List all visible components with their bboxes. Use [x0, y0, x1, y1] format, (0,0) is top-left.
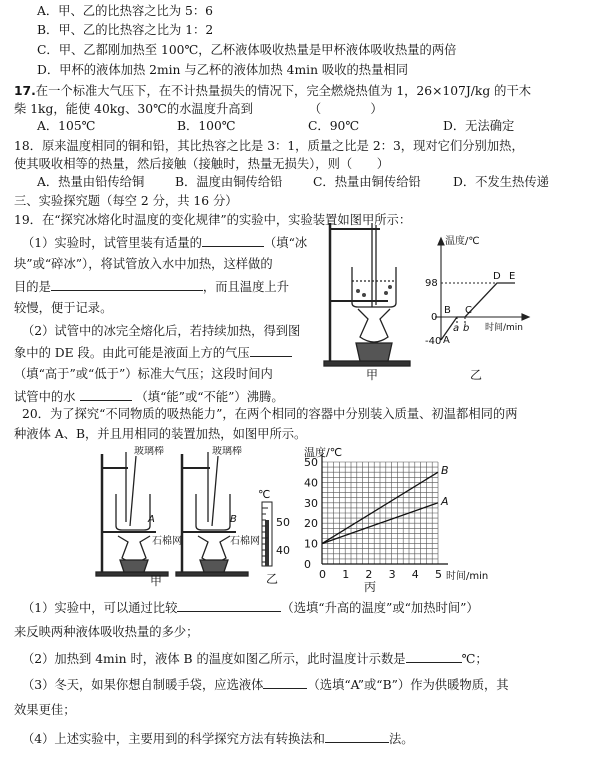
point-label-d: D: [493, 271, 501, 282]
q19-part2-line1: （2）试管中的冰完全熔化后，若持续加热，得到图: [22, 324, 301, 338]
y-tick-0: 0: [431, 312, 438, 323]
q20-blank-1[interactable]: [177, 599, 281, 612]
q17-text-1: 在一个标准大气压下，在不计热量损失的情况下，完全燃烧热值为 1，26×107J/kg 的干木: [35, 84, 532, 98]
q20-p4-text-b: 法。: [388, 732, 414, 746]
q18-stem-line1: 18．原来温度相同的铜和铅，其比热容之比是 3：1，质量之比是 2：3，现对它们分别加热，: [14, 139, 524, 153]
q16-option-c: C．甲、乙都刚加热至 100℃，乙杯液体吸收热量是甲杯液体吸收热量的两倍: [37, 43, 457, 57]
label-liquid-b: B: [230, 514, 237, 525]
q20-p2-text-a: （2）加热到 4min 时，液体 B 的温度如图乙所示，此时温度计示数是: [22, 652, 406, 666]
y-tick-label: 40: [304, 476, 318, 490]
q17-stem-line2: [14, 101, 383, 117]
graph-ylabel: 温度/℃: [445, 236, 480, 247]
x-tick-label: 4: [411, 568, 419, 581]
q20-part1-line2: 来反映两种液体吸收热量的多少；: [14, 625, 199, 639]
q19-part2-line3: （填“高于”或“低于”）标准大气压；这段时间内: [14, 367, 273, 381]
q20-part3-line2: 效果更佳；: [14, 703, 76, 717]
thermometer-column: [265, 520, 269, 566]
q19-p1-text-d: 目的是: [14, 280, 51, 294]
x-axis-arrow: [522, 314, 529, 320]
series-label-a: A: [441, 494, 449, 508]
q19-melting-graph: [425, 232, 535, 344]
time-label-a: a: [453, 323, 460, 334]
y-tick-label: 0: [304, 558, 311, 571]
q18-option-b: B．温度由铜传给铅: [175, 175, 283, 189]
y-tick-98: 98: [425, 278, 438, 289]
q20-caption-yi: 乙: [266, 572, 279, 586]
q18-option-d: D．不发生热传递: [453, 175, 549, 189]
y-tick-neg40: -40: [425, 336, 442, 344]
lamp-b: [200, 560, 228, 572]
q20-caption-bing: 丙: [364, 580, 377, 594]
water-bubble: [362, 293, 366, 297]
water-bubble: [388, 285, 392, 289]
q19-part2-line2: [14, 344, 292, 361]
q20-p1-text-a: （1）实验中，可以通过比较: [22, 601, 178, 615]
water-bubble: [384, 291, 388, 295]
q20-part3-line1: [22, 676, 509, 693]
q20-thermometer-figure: [250, 488, 300, 568]
q18-option-a: A．热量由铅传给铜: [37, 175, 145, 189]
q19-stem: 19．在“探究冰熔化时温度的变化规律”的实验中，实验装置如图甲所示：: [14, 213, 412, 227]
q20-stem-line2: 种液体 A、B，并且用相同的装置加热，如图甲所示。: [14, 427, 307, 441]
point-label-e: E: [509, 271, 516, 282]
chart-xlabel: 时间/min: [446, 571, 489, 582]
q19-caption-yi: 乙: [470, 368, 483, 382]
thermometer-label-50: 50: [276, 516, 290, 529]
q19-p1-text-a: （1）实验时，试管里装有适量的: [22, 236, 202, 250]
alcohol-lamp: [356, 343, 392, 361]
q19-p2-text-e: （填“能”或“不能”）沸腾。: [135, 390, 284, 404]
y-tick-label: 20: [304, 517, 318, 531]
q19-p2-text-d: 试管中的水: [14, 390, 76, 404]
q20-blank-4[interactable]: [325, 730, 389, 743]
q19-apparatus-figure: [318, 215, 418, 375]
label-glass-rod-a: 玻璃棒: [134, 446, 164, 457]
q17-answer-paren: （ ）: [308, 102, 383, 116]
graph-xlabel: 时间/min: [485, 323, 524, 333]
label-asbestos-net-b: 石棉网: [230, 536, 260, 547]
q20-part2: [22, 650, 488, 667]
point-label-b: B: [444, 305, 451, 316]
x-tick-label: 2: [365, 568, 373, 581]
x-tick-label: 0: [319, 568, 326, 581]
q20-apparatus-figure: [92, 446, 271, 586]
chart-grid: [322, 462, 438, 564]
q20-part1-line1: [22, 599, 479, 616]
q19-blank-1[interactable]: [202, 234, 264, 247]
q16-option-a: A．甲、乙的比热容之比为 5：6: [37, 4, 213, 18]
glass-rod-b: [212, 456, 218, 526]
point-label-c: C: [465, 305, 472, 316]
y-axis-arrow: [438, 238, 444, 245]
q17-option-c: C．90℃: [308, 119, 360, 133]
q19-part1-line1: [22, 234, 307, 251]
q19-p1-text-e: ，而且温度上升: [202, 280, 289, 294]
burner-a: [118, 536, 150, 562]
glass-rod-a: [130, 456, 136, 526]
x-tick-label: 5: [435, 568, 442, 581]
burner-b: [198, 536, 230, 562]
y-tick-label: 30: [304, 496, 318, 510]
q18-stem-line2: 使其吸收相等的热量，然后接触（接触时，热量无损失），则（ ）: [14, 157, 390, 171]
label-glass-rod-b: 玻璃棒: [212, 446, 242, 457]
q17-number: 17.: [14, 84, 36, 98]
q20-blank-3[interactable]: [263, 676, 307, 689]
q20-blank-2[interactable]: [406, 650, 462, 663]
q20-p1-text-b: （选填“升高的温度”或“加热时间”）: [281, 601, 479, 615]
water-bubble: [356, 289, 360, 293]
q19-part1-line4: 较慢，便于记录。: [14, 301, 113, 315]
section-heading: 三、实验探究题（每空 2 分，共 16 分）: [14, 194, 238, 208]
q16-option-b: B．甲、乙的比热容之比为 1：2: [37, 23, 214, 37]
q17-stem-line1: [14, 83, 531, 99]
q17-option-b: B．100℃: [177, 119, 236, 133]
chart-tick-labels: [304, 456, 442, 581]
q20-p3-text-b: （选填“A”或“B”）作为供暖物质，其: [307, 678, 509, 692]
time-label-b: b: [463, 323, 470, 334]
burner-flame: [358, 309, 390, 342]
q19-blank-4[interactable]: [80, 388, 132, 401]
thermometer-label-40: 40: [276, 544, 290, 557]
q17-option-a: A．105℃: [37, 119, 96, 133]
q20-part4: [22, 730, 414, 747]
q18-option-c: C．热量由铜传给铅: [313, 175, 421, 189]
q19-part1-line2: 块”或“碎冰”），将试管放入水中加热，这样做的: [14, 257, 273, 271]
q17-text-2: 柴 1kg，能使 40kg、30℃的水温度升高到: [14, 102, 253, 116]
q19-p1-text-b: （填“冰: [263, 236, 308, 250]
q17-option-d: D．无法确定: [443, 119, 515, 133]
q20-p4-text-a: （4）上述实验中，主要用到的科学探究方法有转换法和: [22, 732, 325, 746]
point-label-a: A: [443, 335, 450, 344]
chart-axes: [322, 454, 448, 564]
y-tick-label: 50: [304, 456, 318, 469]
x-tick-label: 3: [388, 568, 396, 581]
series-label-b: B: [441, 464, 449, 478]
q20-caption-jia: 甲: [150, 574, 163, 588]
chart-ylabel: 温度/℃: [304, 446, 343, 459]
q19-caption-jia: 甲: [366, 368, 379, 382]
y-tick-label: 10: [304, 537, 318, 551]
q16-option-d: D．甲杯的液体加热 2min 与乙杯的液体加热 4min 吸收的热量相同: [37, 63, 408, 77]
beaker-a: [116, 494, 150, 530]
lamp-a: [120, 560, 148, 572]
q20-temperature-chart: [298, 446, 512, 592]
x-tick-label: 1: [342, 568, 350, 581]
q20-stem-line1: 20．为了探究“不同物质的吸热能力”，在两个相同的容器中分别装入质量、初温都相同的两: [22, 407, 518, 421]
q19-part2-line4: [14, 388, 284, 405]
label-asbestos-net-a: 石棉网: [152, 536, 182, 547]
q19-p2-text-b: 象中的 DE 段。由此可能是液面上方的气压: [14, 346, 250, 360]
q20-p2-text-b: ℃；: [461, 652, 488, 666]
q20-p3-text-a: （3）冬天，如果你想自制暖手袋，应选液体: [22, 678, 264, 692]
q19-blank-3[interactable]: [250, 344, 292, 357]
q19-part1-line3: [14, 278, 289, 295]
label-liquid-a: A: [148, 514, 155, 525]
q19-blank-2[interactable]: [51, 278, 203, 291]
thermometer-unit: ℃: [258, 488, 271, 501]
